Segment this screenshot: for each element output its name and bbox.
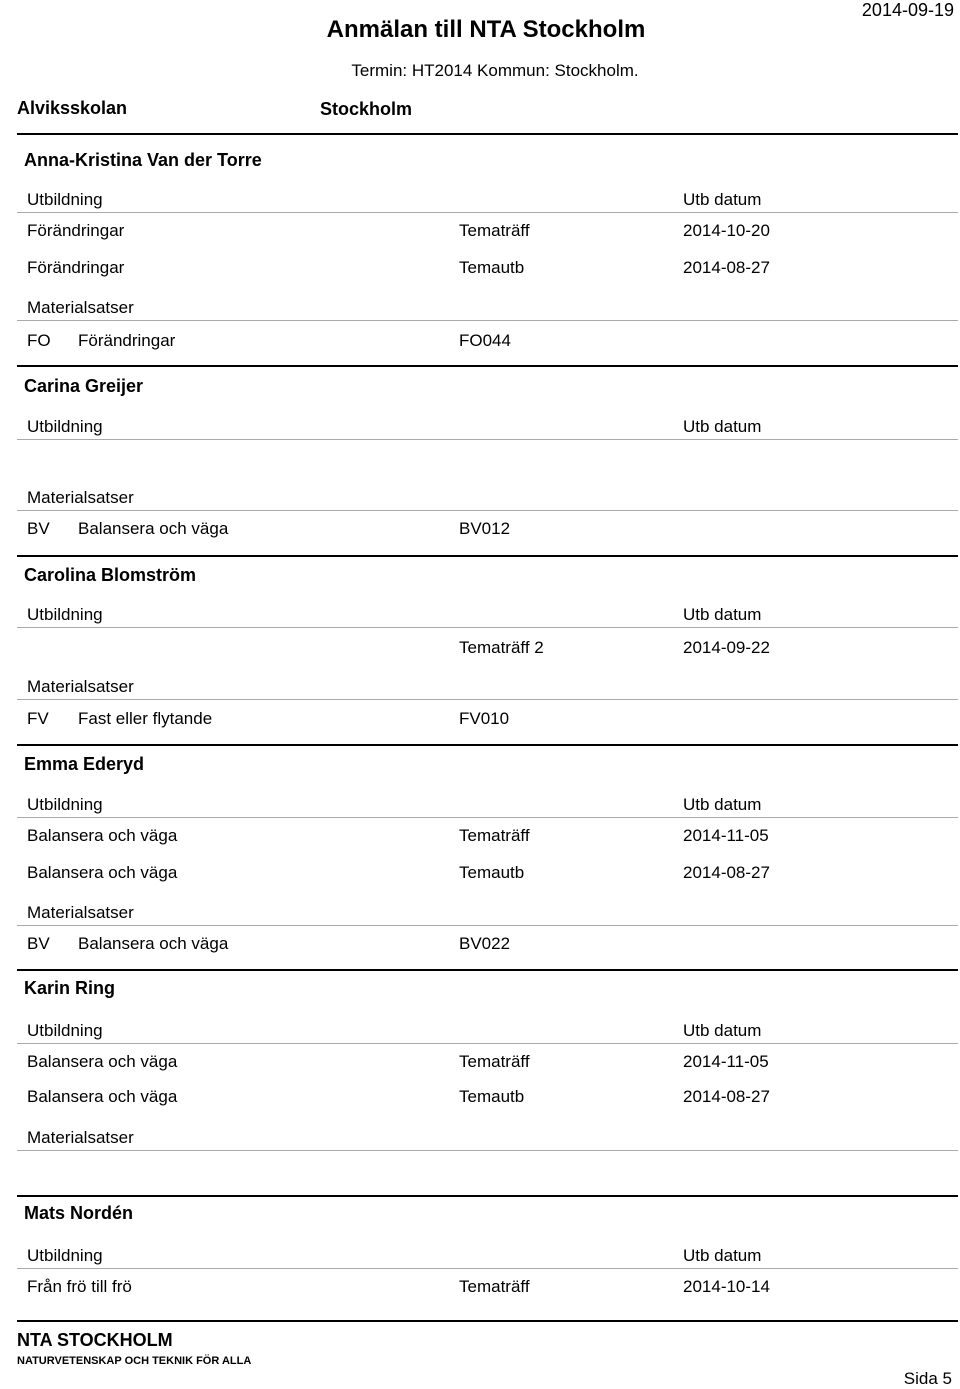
materialsatser-label: Materialsatser: [27, 488, 134, 507]
training-course: Från frö till frö: [27, 1277, 132, 1296]
training-type: Tematräff: [459, 826, 530, 845]
training-date: 2014-10-20: [683, 221, 770, 240]
divider: [17, 817, 958, 818]
utbildning-label: Utbildning: [27, 190, 103, 209]
section-divider: [17, 744, 958, 746]
person-name: Anna-Kristina Van der Torre: [24, 150, 262, 170]
utbildning-label: Utbildning: [27, 417, 103, 436]
section-divider: [17, 365, 958, 367]
training-type: Temautb: [459, 258, 525, 277]
training-date: 2014-08-27: [683, 1087, 770, 1106]
city-name: Stockholm: [320, 99, 413, 119]
kit-title: Balansera och väga: [78, 934, 229, 953]
footer-divider: [17, 1320, 958, 1322]
utb-datum-label: Utb datum: [683, 417, 762, 436]
person-name: Karin Ring: [24, 978, 116, 998]
page-number: Sida 5: [903, 1369, 952, 1388]
page-footer: [0, 1320, 960, 1387]
training-date: 2014-11-05: [683, 1052, 769, 1071]
page-title: Anmälan till NTA Stockholm: [326, 16, 646, 43]
section-divider: [17, 1195, 958, 1197]
utb-datum-label: Utb datum: [683, 1246, 762, 1265]
materialsatser-label: Materialsatser: [27, 677, 134, 696]
divider: [17, 510, 958, 511]
kit-id: FO044: [459, 331, 511, 350]
training-type: Temautb: [459, 1087, 525, 1106]
kit-id: BV022: [459, 934, 511, 953]
person-name: Mats Nordén: [24, 1203, 134, 1223]
kit-code: FO: [27, 331, 51, 350]
utbildning-label: Utbildning: [27, 795, 103, 814]
materialsatser-label: Materialsatser: [27, 903, 134, 922]
divider: [17, 627, 958, 628]
page-subtitle: Termin: HT2014 Kommun: Stockholm.: [351, 61, 639, 80]
organization-tagline: NATURVETENSKAP OCH TEKNIK FÖR ALLA: [17, 1355, 252, 1367]
divider: [17, 1268, 958, 1269]
school-name: Alviksskolan: [17, 98, 128, 118]
divider: [17, 925, 958, 926]
section-divider: [17, 969, 958, 971]
person-section: [17, 978, 958, 1200]
training-date: 2014-08-27: [683, 258, 770, 277]
training-type: Tematräff: [459, 221, 530, 240]
training-type: Tematräff: [459, 1052, 530, 1071]
training-course: Förändringar: [27, 221, 125, 240]
divider: [17, 1150, 958, 1151]
kit-code: FV: [27, 709, 49, 728]
header-divider: [17, 133, 958, 135]
training-course: Förändringar: [27, 258, 125, 277]
person-section: [17, 563, 958, 749]
person-name: Carina Greijer: [24, 376, 144, 396]
training-date: 2014-10-14: [683, 1277, 770, 1296]
training-course: Balansera och väga: [27, 1052, 178, 1071]
divider: [17, 1043, 958, 1044]
materialsatser-label: Materialsatser: [27, 1128, 134, 1147]
utbildning-label: Utbildning: [27, 1246, 103, 1265]
person-name: Carolina Blomström: [24, 565, 197, 585]
utbildning-label: Utbildning: [27, 1021, 103, 1040]
utb-datum-label: Utb datum: [683, 795, 762, 814]
divider: [17, 699, 958, 700]
utb-datum-label: Utb datum: [683, 1021, 762, 1040]
training-date: 2014-08-27: [683, 863, 770, 882]
person-name: Emma Ederyd: [24, 754, 145, 774]
kit-id: FV010: [459, 709, 510, 728]
page-header: [0, 0, 960, 130]
kit-title: Förändringar: [78, 331, 176, 350]
kit-code: BV: [27, 519, 50, 538]
divider: [17, 439, 958, 440]
report-date: 2014-09-19: [861, 0, 954, 20]
utb-datum-label: Utb datum: [683, 605, 762, 624]
divider: [17, 320, 958, 321]
section-divider: [17, 555, 958, 557]
kit-id: BV012: [459, 519, 511, 538]
person-section: [17, 374, 958, 560]
training-type: Tematräff 2: [459, 638, 544, 657]
organization-name: NTA STOCKHOLM: [17, 1330, 173, 1350]
training-date: 2014-09-22: [683, 638, 770, 657]
person-section: [17, 1203, 958, 1313]
person-section: [17, 752, 958, 974]
training-course: Balansera och väga: [27, 1087, 178, 1106]
training-type: Tematräff: [459, 1277, 530, 1296]
kit-title: Fast eller flytande: [78, 709, 213, 728]
utb-datum-label: Utb datum: [683, 190, 762, 209]
materialsatser-label: Materialsatser: [27, 298, 134, 317]
training-course: Balansera och väga: [27, 863, 178, 882]
kit-code: BV: [27, 934, 50, 953]
training-course: Balansera och väga: [27, 826, 178, 845]
training-date: 2014-11-05: [683, 826, 769, 845]
training-type: Temautb: [459, 863, 525, 882]
kit-title: Balansera och väga: [78, 519, 229, 538]
utbildning-label: Utbildning: [27, 605, 103, 624]
divider: [17, 212, 958, 213]
person-section: [17, 148, 958, 370]
